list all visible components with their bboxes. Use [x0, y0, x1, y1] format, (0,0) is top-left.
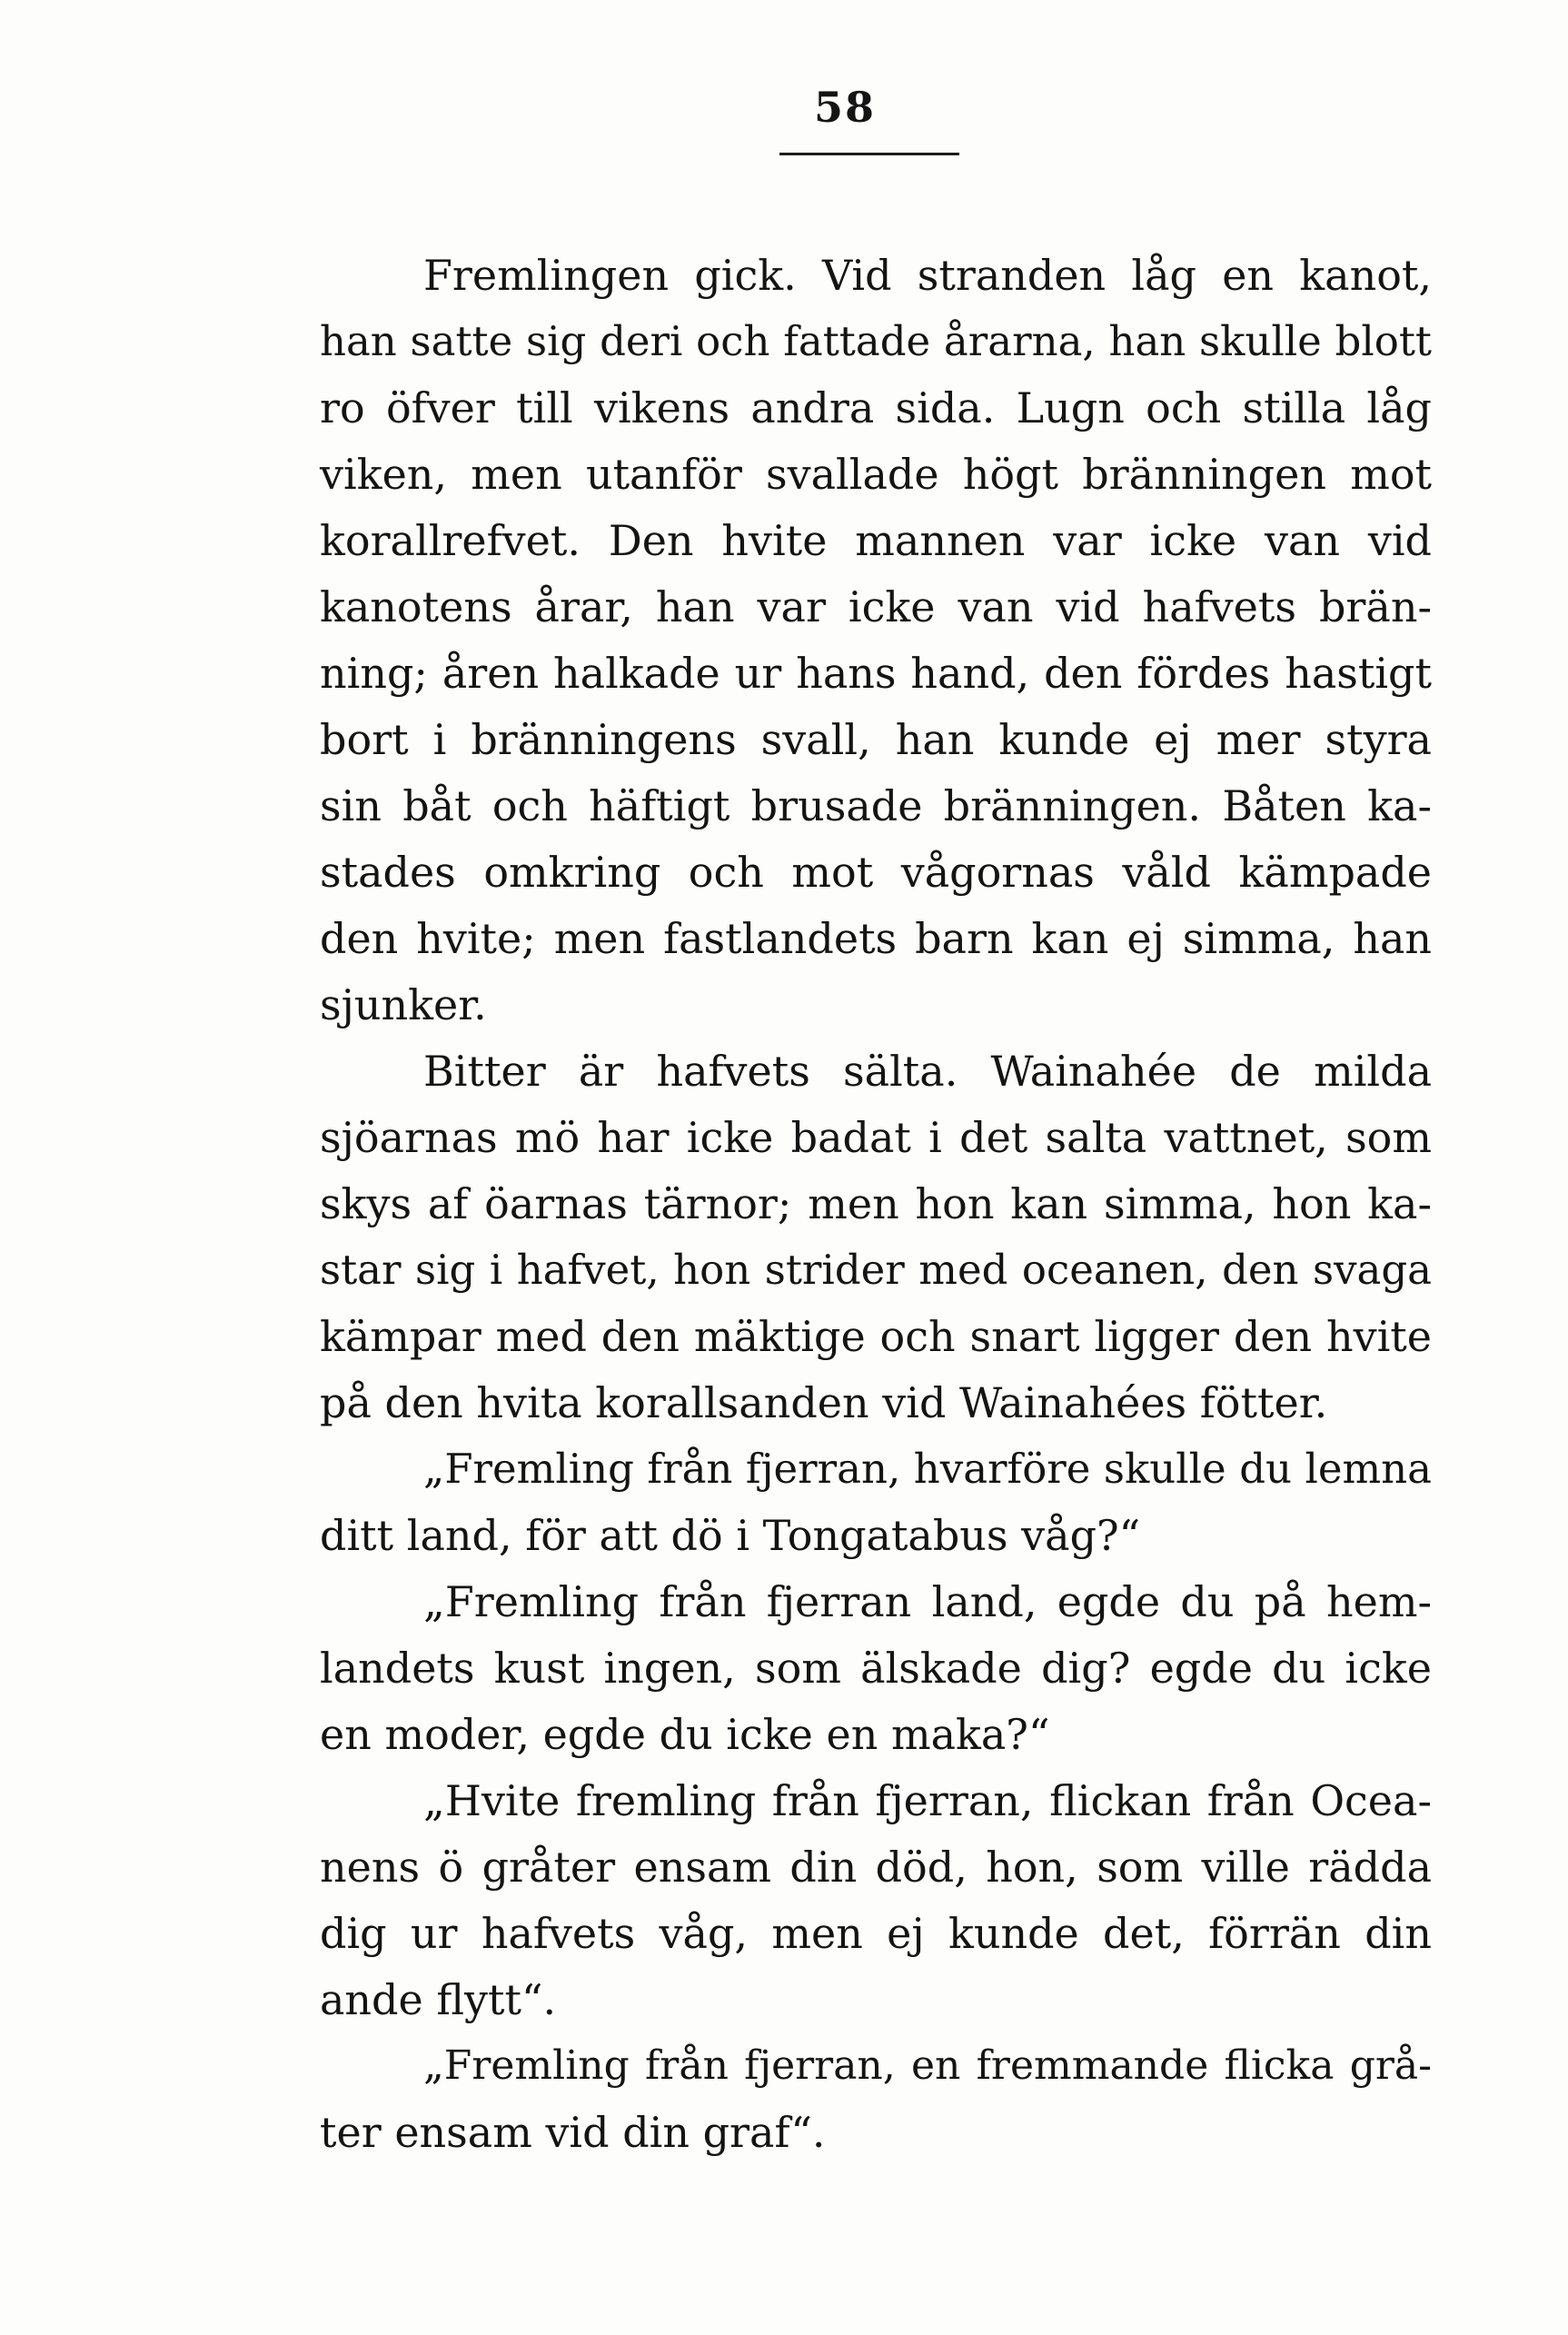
- text-line: ter ensam vid din graf“.: [320, 2108, 826, 2157]
- text-line: nens ö gråter ensam din död, hon, som ville rädda: [320, 1843, 1432, 1892]
- text-line: viken, men utanför svallade högt bränningen mot: [320, 450, 1432, 499]
- text-line: ande flytt“.: [320, 1975, 557, 2024]
- text-line: ro öfver till vikens andra sida. Lugn och stilla låg: [320, 383, 1432, 432]
- text-line: på den hvita korallsanden vid Wainahées fötter.: [320, 1378, 1328, 1427]
- header-rule: [779, 153, 959, 155]
- text-line: stades omkring och mot vågornas våld kämpade: [320, 848, 1432, 897]
- text-line: „Fremling från fjerran land, egde du på hem-: [423, 1577, 1432, 1626]
- text-line: ditt land, för att dö i Tongatabus våg?“: [320, 1511, 1141, 1560]
- text-line: sjunker.: [320, 980, 487, 1029]
- text-line: korallrefvet. Den hvite mannen var icke van vid: [320, 516, 1432, 565]
- text-line: landets kust ingen, som älskade dig? egde du icke: [320, 1644, 1432, 1693]
- text-line: skys af öarnas tärnor; men hon kan simma, hon ka-: [320, 1179, 1432, 1228]
- text-line: sin båt och häftigt brusade bränningen. Båten ka-: [320, 781, 1432, 830]
- text-line: star sig i hafvet, hon strider med oceanen, den svaga: [320, 1246, 1432, 1294]
- text-line: en moder, egde du icke en maka?“: [320, 1710, 1050, 1759]
- text-line: Bitter är hafvets sälta. Wainahée de milda: [423, 1047, 1432, 1096]
- text-line: dig ur hafvets våg, men ej kunde det, förrän din: [320, 1909, 1432, 1958]
- text-line: bort i bränningens svall, han kunde ej mer styra: [320, 715, 1432, 764]
- text-line: „Hvite fremling från fjerran, flickan från Ocea-: [423, 1776, 1432, 1825]
- text-line: sjöarnas mö har icke badat i det salta vattnet, som: [320, 1113, 1432, 1162]
- text-line: kämpar med den mäktige och snart ligger den hvite: [320, 1312, 1432, 1361]
- page-number: 58: [813, 83, 876, 132]
- text-line: kanotens årar, han var icke van vid hafvets brän-: [320, 582, 1432, 631]
- text-line: den hvite; men fastlandets barn kan ej simma, han: [320, 914, 1432, 963]
- text-line: „Fremling från fjerran, en fremmande flicka grå-: [423, 2042, 1432, 2089]
- text-line: Fremlingen gick. Vid stranden låg en kanot,: [423, 251, 1432, 300]
- text-line: ning; åren halkade ur hans hand, den fördes hastigt: [320, 649, 1432, 698]
- text-line: han satte sig deri och fattade årarna, han skulle blott: [320, 317, 1432, 365]
- text-line: „Fremling från fjerran, hvarföre skulle du lemna: [423, 1445, 1432, 1493]
